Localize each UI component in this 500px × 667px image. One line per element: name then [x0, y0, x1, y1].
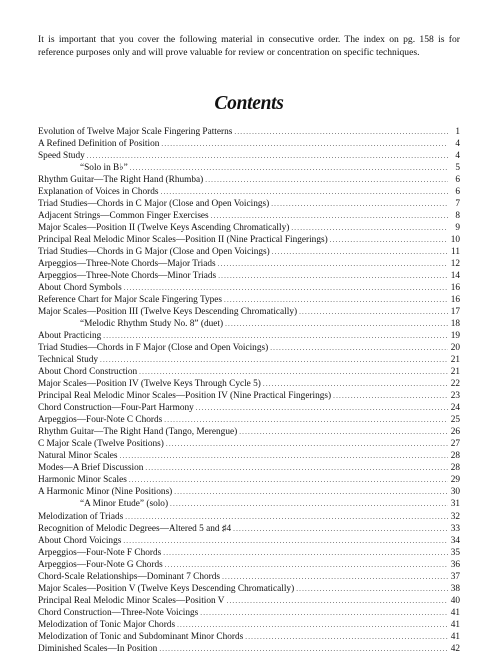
toc-entry-title: Principal Real Melodic Minor Scales—Position IV (Nine Practical Fingerings) — [38, 391, 332, 402]
toc-entry-title: Major Scales—Position III (Twelve Keys Descending Chromatically) — [38, 307, 298, 318]
toc-entry-page: 21 — [450, 367, 460, 378]
toc-entry-page: 29 — [450, 475, 460, 486]
toc-entry — [38, 198, 460, 210]
toc-entry — [38, 342, 460, 354]
dot-leader — [291, 222, 448, 234]
dot-leader — [224, 294, 448, 306]
toc-entry — [38, 523, 460, 535]
toc-entry-page: 38 — [450, 583, 460, 594]
dot-leader — [161, 138, 448, 150]
dot-leader — [330, 234, 448, 246]
dot-leader — [124, 282, 448, 294]
toc-entry-title: Melodization of Tonic Major Chords — [38, 619, 176, 630]
toc-entry-title: Arpeggios—Four-Note F Chords — [38, 547, 162, 558]
toc-entry — [38, 547, 460, 559]
dot-leader — [130, 162, 448, 174]
dot-leader — [159, 643, 448, 655]
toc-entry-title: Principal Real Melodic Minor Scales—Position V — [38, 595, 225, 606]
toc-entry-page: 20 — [450, 343, 460, 354]
toc-entry — [38, 162, 460, 174]
dot-leader — [218, 270, 448, 282]
toc-entry-page: 16 — [450, 295, 460, 306]
toc-entry-title: Arpeggios—Four-Note G Chords — [38, 559, 163, 570]
toc-entry-title: Evolution of Twelve Major Scale Fingering Patterns — [38, 127, 233, 137]
toc-entry-page: 31 — [450, 499, 460, 510]
toc-entry-title: About Chord Construction — [38, 367, 138, 378]
toc-entry-title: Triad Studies—Chords in F Major (Close and Open Voicings) — [38, 343, 269, 354]
dot-leader — [87, 150, 448, 162]
toc-entry-title: Melodization of Triads — [38, 511, 124, 522]
toc-entry-page: 42 — [450, 643, 460, 654]
toc-entry-title: Chord Construction—Four-Part Harmony — [38, 403, 194, 414]
toc-entry-page: 21 — [450, 355, 460, 366]
dot-leader — [245, 631, 448, 643]
toc-entry-page: 28 — [450, 463, 460, 474]
dot-leader — [120, 450, 448, 462]
toc-entry — [38, 246, 460, 258]
toc-entry-title: Melodization of Tonic and Subdominant Minor Chords — [38, 631, 244, 642]
toc-entry — [38, 535, 460, 547]
dot-leader — [299, 306, 448, 318]
toc-entry — [38, 234, 460, 246]
toc-entry-page: 24 — [450, 403, 460, 414]
toc-entry-page: 1 — [455, 127, 460, 137]
toc-entry-title: Recognition of Melodic Degrees—Altered 5 and ♯4 — [38, 523, 232, 534]
toc-entry — [38, 138, 460, 150]
toc-entry — [38, 438, 460, 450]
toc-entry — [38, 414, 460, 426]
dot-leader — [222, 571, 448, 583]
dot-leader — [225, 318, 448, 330]
dot-leader — [125, 511, 448, 523]
dot-leader — [166, 438, 448, 450]
toc-entry-page: 8 — [455, 211, 460, 222]
toc-entry-page: 33 — [450, 523, 460, 534]
toc-entry — [38, 486, 460, 498]
toc-entry-page: 5 — [455, 163, 460, 174]
toc-entry-page: 41 — [450, 631, 460, 642]
toc-entry — [38, 450, 460, 462]
dot-leader — [211, 210, 448, 222]
toc-entry — [38, 462, 460, 474]
dot-leader — [239, 426, 448, 438]
toc-entry — [38, 643, 460, 655]
toc-entry — [38, 270, 460, 282]
toc-entry-title: Diminished Scales—In Position — [38, 643, 158, 654]
toc-entry-title: Adjacent Strings—Common Finger Exercises — [38, 211, 209, 222]
dot-leader — [161, 186, 448, 198]
toc-entry — [38, 126, 460, 138]
toc-entry-title: Major Scales—Position IV (Twelve Keys Through Cycle 5) — [38, 379, 261, 390]
contents-heading: Contents — [214, 93, 284, 114]
toc-entry-title: Harmonic Minor Scales — [38, 475, 127, 486]
document-page — [38, 33, 460, 655]
toc-entry — [38, 222, 460, 234]
toc-entry-title: A Refined Definition of Position — [38, 139, 160, 150]
toc-entry-page: 12 — [450, 259, 460, 270]
toc-entry — [38, 607, 460, 619]
toc-entry-title: “Solo in B♭” — [80, 163, 128, 174]
table-of-contents — [38, 126, 460, 655]
dot-leader — [296, 583, 448, 595]
dot-leader — [145, 462, 448, 474]
toc-entry-page: 30 — [450, 487, 460, 498]
dot-leader — [123, 535, 448, 547]
toc-entry — [38, 619, 460, 631]
dot-leader — [170, 498, 448, 510]
toc-entry-title: Arpeggios—Four-Note C Chords — [38, 415, 163, 426]
toc-entry-page: 36 — [450, 559, 460, 570]
dot-leader — [270, 342, 448, 354]
toc-entry-title: Natural Minor Scales — [38, 451, 118, 462]
toc-entry-page: 11 — [451, 247, 460, 258]
toc-entry-page: 28 — [450, 451, 460, 462]
toc-entry — [38, 511, 460, 523]
toc-entry — [38, 402, 460, 414]
toc-entry-title: Rhythm Guitar—The Right Hand (Rhumba) — [38, 175, 204, 186]
toc-entry-title: Modes—A Brief Discussion — [38, 463, 144, 474]
toc-entry — [38, 258, 460, 270]
toc-entry-page: 37 — [450, 571, 460, 582]
toc-entry-page: 23 — [450, 391, 460, 402]
toc-entry — [38, 150, 460, 162]
toc-entry — [38, 390, 460, 402]
dot-leader — [233, 523, 448, 535]
toc-entry-title: Major Scales—Position II (Twelve Keys Ascending Chromatically) — [38, 223, 290, 234]
dot-leader — [165, 559, 448, 571]
dot-leader — [174, 486, 448, 498]
toc-entry-title: A Harmonic Minor (Nine Positions) — [38, 487, 173, 498]
toc-entry-title: Arpeggios—Three-Note Chords—Minor Triads — [38, 271, 217, 282]
dot-leader — [272, 246, 448, 258]
toc-entry-title: Chord-Scale Relationships—Dominant 7 Chords — [38, 571, 221, 582]
dot-leader — [103, 330, 448, 342]
toc-entry-page: 6 — [455, 175, 460, 186]
toc-entry-page: 18 — [450, 319, 460, 330]
toc-entry-page: 19 — [450, 331, 460, 342]
toc-entry — [38, 210, 460, 222]
dot-leader — [163, 547, 448, 559]
toc-entry — [38, 474, 460, 486]
dot-leader — [177, 619, 448, 631]
toc-entry — [38, 498, 460, 510]
toc-entry-title: Explanation of Voices in Chords — [38, 187, 159, 198]
toc-entry-title: Arpeggios—Three-Note Chords—Major Triads — [38, 259, 216, 270]
intro-paragraph: It is important that you cover the following material in consecutive order. The index on pg. 158 is for reference purposes only and will prove valuable for review or concentration on specific techniques. — [38, 34, 460, 58]
toc-entry-page: 26 — [450, 427, 460, 438]
dot-leader — [100, 354, 448, 366]
toc-entry-title: About Chord Voicings — [38, 535, 122, 546]
toc-entry-title: Chord Construction—Three-Note Voicings — [38, 607, 199, 618]
toc-entry — [38, 559, 460, 571]
toc-entry-title: Triad Studies—Chords in G Major (Close and Open Voicings) — [38, 247, 270, 258]
toc-entry-page: 41 — [450, 607, 460, 618]
toc-entry-title: “Melodic Rhythm Study No. 8” (duet) — [80, 319, 224, 330]
dot-leader — [263, 378, 448, 390]
toc-entry-page: 6 — [455, 187, 460, 198]
toc-entry-page: 32 — [450, 511, 460, 522]
toc-entry-page: 35 — [450, 547, 460, 558]
toc-entry-title: Technical Study — [38, 355, 99, 366]
toc-entry-title: About Practicing — [38, 331, 102, 342]
toc-entry-page: 4 — [455, 139, 460, 150]
toc-entry-title: Principal Real Melodic Minor Scales—Position II (Nine Practical Fingerings) — [38, 235, 328, 246]
toc-entry-title: “A Minor Etude” (solo) — [80, 499, 169, 510]
toc-entry-page: 41 — [450, 619, 460, 630]
toc-entry-page: 9 — [455, 223, 460, 234]
toc-entry-title: Major Scales—Position V (Twelve Keys Descending Chromatically) — [38, 583, 295, 594]
toc-entry-page: 25 — [450, 415, 460, 426]
toc-entry-page: 17 — [450, 307, 460, 318]
toc-entry — [38, 282, 460, 294]
toc-entry-page: 22 — [450, 379, 460, 390]
dot-leader — [227, 595, 448, 607]
dot-leader — [333, 390, 448, 402]
toc-entry — [38, 631, 460, 643]
toc-entry — [38, 306, 460, 318]
toc-entry — [38, 318, 460, 330]
dot-leader — [271, 198, 448, 210]
toc-entry — [38, 378, 460, 390]
toc-entry-page: 10 — [450, 235, 460, 246]
toc-entry-page: 40 — [450, 595, 460, 606]
dot-leader — [205, 174, 448, 186]
toc-entry — [38, 583, 460, 595]
toc-entry — [38, 294, 460, 306]
dot-leader — [129, 474, 448, 486]
toc-entry-title: About Chord Symbols — [38, 283, 122, 294]
toc-entry-page: 27 — [450, 439, 460, 450]
toc-entry-page: 16 — [450, 283, 460, 294]
toc-entry-page: 14 — [450, 271, 460, 282]
toc-entry-page: 7 — [455, 199, 460, 210]
toc-entry-title: Triad Studies—Chords in C Major (Close and Open Voicings) — [38, 199, 270, 210]
toc-entry — [38, 595, 460, 607]
toc-entry-page: 4 — [455, 151, 460, 162]
dot-leader — [139, 366, 448, 378]
dot-leader — [234, 126, 448, 138]
toc-entry — [38, 330, 460, 342]
toc-entry-title: C Major Scale (Twelve Positions) — [38, 439, 164, 450]
toc-entry — [38, 174, 460, 186]
toc-entry — [38, 366, 460, 378]
dot-leader — [200, 607, 448, 619]
dot-leader — [196, 402, 448, 414]
toc-entry — [38, 186, 460, 198]
toc-entry — [38, 571, 460, 583]
toc-entry-title: Reference Chart for Major Scale Fingering Types — [38, 295, 223, 306]
toc-entry-title: Speed Study — [38, 151, 85, 162]
toc-entry — [38, 426, 460, 438]
toc-entry-title: Rhythm Guitar—The Right Hand (Tango, Merengue) — [38, 427, 238, 438]
dot-leader — [218, 258, 448, 270]
toc-entry-page: 34 — [450, 535, 460, 546]
dot-leader — [164, 414, 448, 426]
toc-entry — [38, 354, 460, 366]
